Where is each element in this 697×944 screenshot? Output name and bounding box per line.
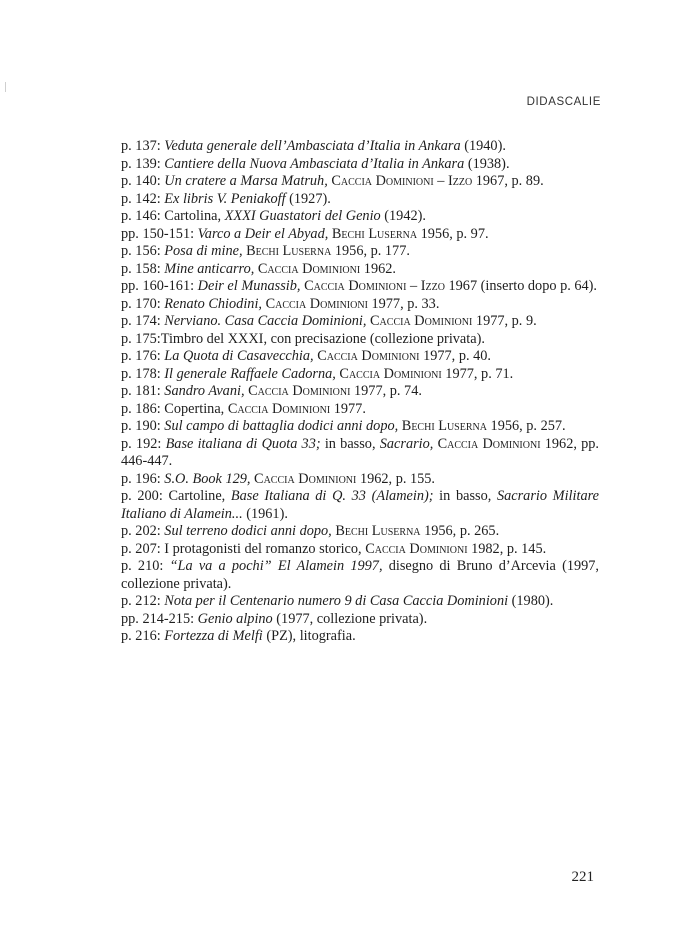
caption-text: (1940). — [460, 138, 506, 154]
caption-text: p. 175:Timbro del XXXI, con precisazione (collezione privata). — [121, 330, 485, 347]
caption-text: 1967, p. 89. — [472, 173, 544, 189]
caption-text: (1942). — [380, 208, 426, 224]
caption-entry — [121, 348, 599, 366]
caption-text: (1927). — [285, 190, 331, 207]
caption-text: 1977, p. 33. — [367, 295, 440, 312]
caption-entry — [121, 191, 599, 209]
caption-text: in basso, — [433, 488, 497, 504]
caption-text: p. 156: — [121, 243, 165, 259]
caption-title: Ex libris V. Peniakoff — [164, 190, 286, 207]
caption-text: p. 174: — [121, 313, 165, 329]
caption-title: Nerviano. Casa Caccia Dominioni, — [164, 313, 367, 329]
caption-entry — [121, 366, 599, 384]
caption-text: p. 146: Cartolina, — [121, 208, 225, 224]
caption-text: p. 200: Cartoline, — [121, 488, 231, 504]
source-author: Bechi Luserna — [335, 523, 421, 539]
source-author: Caccia Dominioni — [365, 540, 468, 557]
caption-title: Cantiere della Nuova Ambasciata d’Italia in Ankara — [164, 155, 465, 172]
caption-title: Renato Chiodini, — [164, 295, 262, 312]
source-author: Caccia Dominioni — [304, 278, 407, 294]
caption-text: p. 178: — [121, 365, 165, 382]
caption-text: p. 140: — [121, 173, 165, 189]
caption-text: 1962. — [360, 260, 396, 277]
caption-title: Varco a Deir el Abyad, — [197, 225, 329, 242]
caption-text: 1977, p. 74. — [350, 383, 422, 399]
caption-text: pp. 160-161: — [121, 278, 198, 294]
caption-entry — [121, 261, 599, 279]
caption-text: p. 216: — [121, 628, 165, 644]
caption-text: (1938). — [464, 155, 510, 172]
caption-title: Mine anticarro, — [164, 260, 255, 277]
caption-title: Base Italiana di Q. 33 (Alamein); — [230, 488, 434, 504]
caption-text: 1977, p. 40. — [419, 348, 491, 364]
caption-text: 1956, p. 265. — [420, 523, 500, 539]
caption-text: 1962, p. 155. — [356, 470, 436, 487]
caption-text: p. 142: — [121, 190, 165, 207]
caption-entry — [121, 313, 599, 331]
source-author: Bechi Luserna — [246, 243, 332, 259]
caption-title: Sul terreno dodici anni dopo, — [164, 523, 332, 539]
caption-title: Sandro Avani, — [164, 383, 245, 399]
source-author: Izzo — [447, 173, 473, 189]
caption-entry — [121, 331, 599, 349]
caption-text: (1977, collezione privata). — [272, 610, 428, 627]
source-author: Caccia Dominioni — [437, 435, 541, 452]
caption-title: Deir el Munassib, — [197, 278, 301, 294]
caption-title: Fortezza di Melfi — [164, 628, 263, 644]
caption-text: p. 170: — [121, 295, 165, 312]
caption-title: Posa di mine, — [164, 243, 243, 259]
caption-text: 1977. — [330, 400, 366, 417]
source-author: Caccia Dominioni — [339, 365, 442, 382]
caption-entry — [121, 296, 599, 314]
caption-entry — [121, 401, 599, 419]
caption-text: 1967 (inserto dopo p. 64). — [444, 278, 598, 294]
source-author: Bechi Luserna — [401, 418, 487, 434]
caption-text: 1956, p. 257. — [486, 418, 566, 434]
source-author: Caccia Dominioni — [331, 173, 434, 189]
caption-entry — [121, 173, 599, 191]
caption-title: S.O. Book 129, — [164, 470, 251, 487]
caption-text: 1977, p. 9. — [472, 313, 537, 329]
scan-mark — [5, 82, 6, 92]
caption-entry — [121, 243, 599, 261]
caption-entry — [121, 558, 599, 593]
caption-text: p. 186: Copertina, — [121, 400, 228, 417]
caption-text: pp. 150-151: — [121, 225, 198, 242]
caption-title: Sacrario Militare Italiano di Alamein... — [121, 488, 599, 522]
caption-title: “La va a pochi” El Alamein 1997, — [169, 558, 383, 574]
caption-entry — [121, 471, 599, 489]
caption-title: Genio alpino — [197, 610, 273, 627]
caption-text: 1982, p. 145. — [467, 540, 547, 557]
caption-entry — [121, 611, 599, 629]
caption-entry — [121, 523, 599, 541]
caption-entry — [121, 488, 599, 523]
caption-title: XXXI Guastatori del Genio — [224, 208, 381, 224]
caption-title: Nota per il Centenario numero 9 di Casa Caccia Dominioni — [164, 593, 509, 609]
source-author: Caccia Dominioni — [257, 260, 361, 277]
source-author: Caccia Dominioni — [265, 295, 368, 312]
caption-text: – — [433, 173, 448, 189]
caption-text: p. 176: — [121, 348, 165, 364]
source-author: Izzo — [420, 278, 445, 294]
caption-text: p. 192: — [121, 435, 166, 452]
source-author: Caccia Dominioni — [248, 383, 351, 399]
caption-entry — [121, 156, 599, 174]
caption-text: – — [406, 278, 421, 294]
page-number: 221 — [571, 869, 594, 885]
source-author: Caccia Dominioni — [317, 348, 420, 364]
caption-text: in basso, — [320, 435, 380, 452]
caption-text: p. 210: — [121, 558, 170, 574]
caption-title: Un cratere a Marsa Matruh, — [164, 173, 328, 189]
caption-title: Veduta generale dell’Ambasciata d’Italia in Ankara — [164, 138, 461, 154]
caption-entry — [121, 383, 599, 401]
running-head: DIDASCALIE — [526, 96, 601, 108]
caption-entry — [121, 208, 599, 226]
caption-text: p. 212: — [121, 593, 165, 609]
caption-text: (PZ), litografia. — [262, 628, 356, 644]
caption-entry — [121, 593, 599, 611]
caption-text: pp. 214-215: — [121, 610, 198, 627]
caption-text: p. 137: — [121, 138, 165, 154]
caption-title: Sacrario, — [379, 435, 434, 452]
source-author: Bechi Luserna — [331, 225, 418, 242]
caption-text: p. 158: — [121, 260, 165, 277]
caption-text: p. 139: — [121, 155, 165, 172]
caption-text: p. 181: — [121, 383, 165, 399]
caption-text: p. 207: I protagonisti del romanzo storico, — [121, 540, 366, 557]
caption-text: 1977, p. 71. — [441, 365, 514, 382]
caption-entry — [121, 628, 599, 646]
caption-list — [121, 138, 599, 646]
caption-text: p. 196: — [121, 470, 165, 487]
caption-entry — [121, 418, 599, 436]
caption-text: disegno di Bruno d’Arcevia (1997, collezione privata). — [121, 558, 599, 592]
caption-text: (1961). — [242, 505, 288, 522]
caption-text: 1956, p. 177. — [331, 243, 410, 259]
caption-entry — [121, 436, 599, 471]
source-author: Caccia Dominioni — [227, 400, 331, 417]
source-author: Caccia Dominioni — [370, 313, 473, 329]
caption-title: La Quota di Casavecchia, — [164, 348, 314, 364]
caption-title: Base italiana di Quota 33; — [165, 435, 321, 452]
caption-title: Il generale Raffaele Cadorna, — [164, 365, 336, 382]
caption-title: Sul campo di battaglia dodici anni dopo, — [164, 418, 399, 434]
caption-text: (1980). — [508, 593, 554, 609]
caption-entry — [121, 226, 599, 244]
caption-entry — [121, 138, 599, 156]
caption-entry — [121, 541, 599, 559]
caption-text: 1962, pp. 446-447. — [121, 435, 600, 469]
caption-text: 1956, p. 97. — [417, 225, 489, 242]
source-author: Caccia Dominioni — [254, 470, 357, 487]
caption-text: p. 190: — [121, 418, 165, 434]
caption-text: p. 202: — [121, 523, 165, 539]
caption-entry — [121, 278, 599, 296]
